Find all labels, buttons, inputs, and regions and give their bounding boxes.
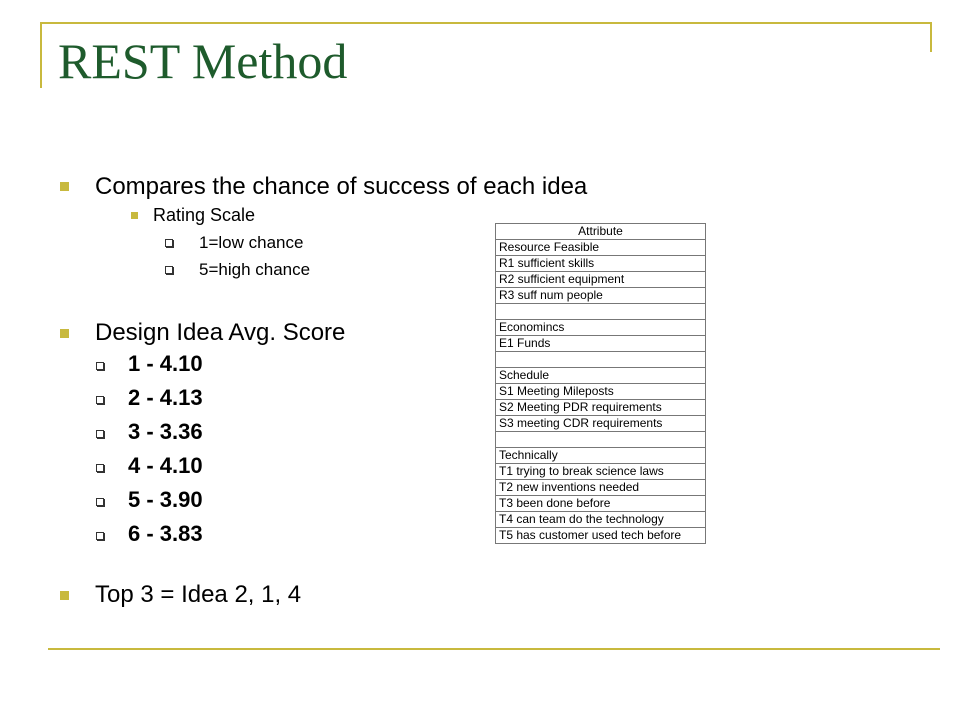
score-item: 6 - 3.83 xyxy=(128,521,203,546)
table-row xyxy=(496,464,706,480)
attribute-table xyxy=(495,223,706,544)
score-item: 5 - 3.90 xyxy=(128,487,203,512)
checkbox-bullet-icon xyxy=(96,396,104,404)
table-cell xyxy=(496,432,706,448)
table-cell: T4 can team do the technology xyxy=(496,512,706,528)
checkbox-bullet-icon xyxy=(96,532,104,540)
table-cell: T5 has customer used tech before xyxy=(496,528,706,544)
table-row xyxy=(496,352,706,368)
table-cell: T2 new inventions needed xyxy=(496,480,706,496)
score-item: 1 - 4.10 xyxy=(128,351,203,376)
table-cell: Technically xyxy=(496,448,706,464)
table-row xyxy=(496,528,706,544)
bullet-square-icon xyxy=(60,182,69,191)
table-row xyxy=(496,416,706,432)
table-row xyxy=(496,256,706,272)
table-cell: Schedule xyxy=(496,368,706,384)
table-cell: Resource Feasible xyxy=(496,240,706,256)
table-row xyxy=(496,336,706,352)
table-cell: S3 meeting CDR requirements xyxy=(496,416,706,432)
table-cell: Economincs xyxy=(496,320,706,336)
bullet-square-icon xyxy=(131,212,138,219)
table-row xyxy=(496,304,706,320)
score-item: 2 - 4.13 xyxy=(128,385,203,410)
checkbox-bullet-icon xyxy=(165,266,173,274)
table-row xyxy=(496,400,706,416)
table-row xyxy=(496,320,706,336)
rating-item: 1=low chance xyxy=(199,233,304,252)
table-row xyxy=(496,272,706,288)
table-cell: E1 Funds xyxy=(496,336,706,352)
table-cell: T3 been done before xyxy=(496,496,706,512)
table-row xyxy=(496,240,706,256)
bullet-design-avg: Design Idea Avg. Score xyxy=(95,319,346,346)
table-row xyxy=(496,432,706,448)
table-row xyxy=(496,288,706,304)
table-row xyxy=(496,368,706,384)
bullet-square-icon xyxy=(60,329,69,338)
checkbox-bullet-icon xyxy=(96,430,104,438)
table-row xyxy=(496,496,706,512)
frame-left-line xyxy=(40,22,42,88)
frame-bottom-line xyxy=(48,648,940,650)
table-cell: R2 sufficient equipment xyxy=(496,272,706,288)
score-item: 3 - 3.36 xyxy=(128,419,203,444)
table-header-cell: Attribute xyxy=(496,224,706,240)
table-cell: R3 suff num people xyxy=(496,288,706,304)
bullet-square-icon xyxy=(60,591,69,600)
checkbox-bullet-icon xyxy=(96,464,104,472)
table-row xyxy=(496,512,706,528)
table-cell: S1 Meeting Mileposts xyxy=(496,384,706,400)
score-item: 4 - 4.10 xyxy=(128,453,203,478)
table-header-row xyxy=(496,224,706,240)
rating-item: 5=high chance xyxy=(199,260,311,279)
frame-top-line xyxy=(40,22,932,24)
checkbox-bullet-icon xyxy=(96,498,104,506)
table-cell xyxy=(496,304,706,320)
table-cell: S2 Meeting PDR requirements xyxy=(496,400,706,416)
table-cell: R1 sufficient skills xyxy=(496,256,706,272)
table-row xyxy=(496,448,706,464)
bullet-rating-scale: Rating Scale xyxy=(153,205,256,225)
table-cell xyxy=(496,352,706,368)
frame-right-line xyxy=(930,22,932,52)
table-row xyxy=(496,384,706,400)
checkbox-bullet-icon xyxy=(96,362,104,370)
table-row xyxy=(496,480,706,496)
checkbox-bullet-icon xyxy=(165,239,173,247)
bullet-compares: Compares the chance of success of each idea xyxy=(95,173,588,200)
bullet-top3: Top 3 = Idea 2, 1, 4 xyxy=(95,581,302,608)
table-cell: T1 trying to break science laws xyxy=(496,464,706,480)
slide-title: REST Method xyxy=(58,33,348,89)
